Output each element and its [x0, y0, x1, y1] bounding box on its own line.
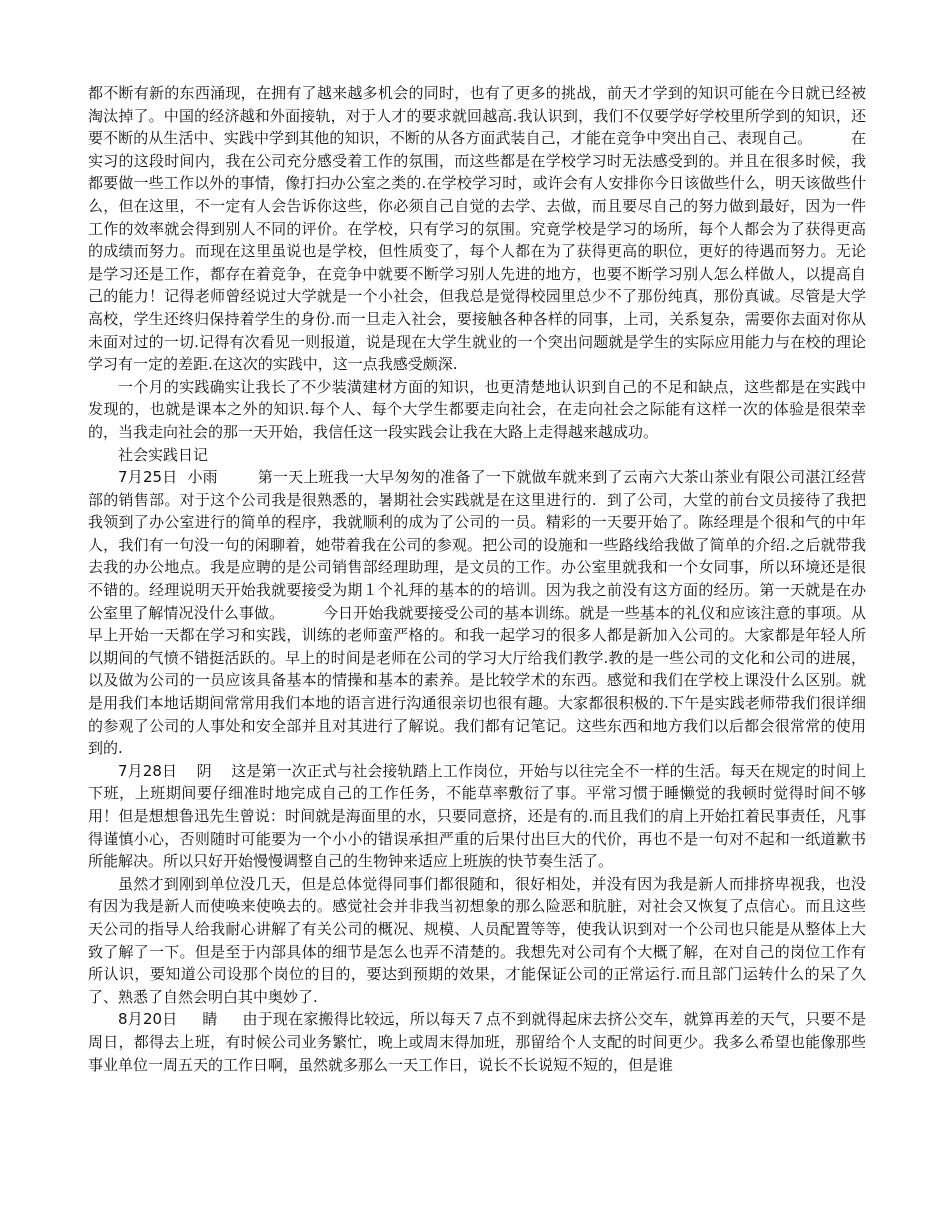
diary-entry-aug20: 8月20日 睛 由于现在家搬得比较远，所以每天７点不到就得起床去挤公交车，就算再差的天气，只要不是周日，都得去上班，有时候公司业务繁忙，晚上或周末得加班，那留给个人支配的时间更少。我多么希望也能像那些事业单位一周五天的工作日啊，虽然就多那么一天工作日，说长不长说短不短的，但是谁 — [88, 1010, 866, 1074]
body-paragraph-2: 一个月的实践确实让我长了不少装潢建材方面的知识，也更清楚地认识到自己的不足和缺点，这些都是在实践中发现的，也就是课本之外的知识.每个人、每个大学生都要走向社会，在走向社会之际能有这样一次的体验是很荣幸的，当我走向社会的那一天开始，我信任这一段实践会让我在大路上走得越来越成功。 — [88, 377, 866, 441]
diary-entry-jul25: 7月25日 小雨 第一天上班我一大早匆匆的准备了一下就做车就来到了云南六大茶山茶业有限公司湛江经营部的销售部。对于这个公司我是很熟悉的，暑期社会实践就是在这里进行的. 到了公司，大堂的前台文员接待了我把我领到了办公室进行的简单的程序，我就顺利的成为了公司的一员。精彩的一天要开始了。陈经理是个很和气的中年人，我们有一句没一句的闲聊着，她带着我在公司的参观。把公司的设施和一些路线给我做了简单的介绍.之后就带我去我的办公地点。我是应聘的是公司销售部经理助理，是文员的工作。办公室里就我和一个女同事，所以环境还是很不错的。经理说明天开始我就要接受为期１个礼拜的基本的的培训。因为我之前没有这方面的经历。第一天就是在办公室里了解情况没什么事做。 今日开始我就要接受公司的基本训练。就是一些基本的礼仪和应该注意的事项。从早上开始一天都在学习和实践，训练的老师蛮严格的。和我一起学习的很多人都是新加入公司的。大家都是年轻人所以期间的气愤不错挺活跃的。早上的时间是老师在公司的学习大厅给我们教学.教的是一些公司的文化和公司的进展，以及做为公司的一员应该具备基本的情操和基本的素养。是比较学术的东西。感觉和我们在学校上课没什么区别。就是用我们本地话期间常常用我们本地的语言进行沟通很亲切也很有趣。大家都很积极的.下午是实践老师带我们很详细的参观了公司的人事处和安全部并且对其进行了解说。我们都有记笔记。这些东西和地方我们以后都会很常常的使用到的. — [88, 468, 866, 758]
section-heading-diary: 社会实践日记 — [118, 445, 209, 464]
diary-entry-jul28: 7月28日 阴 这是第一次正式与社会接轨踏上工作岗位，开始与以往完全不一样的生活。每天在规定的时间上下班，上班期间要仔细准时地完成自己的工作任务，不能草率敷衍了事。平常习惯于睡懒觉的我顿时觉得时间不够用！但是想想鲁迅先生曾说：时间就是海面里的水，只要同意挤，还是有的.而且我们的肩上开始扛着民事责任，凡事得谨慎小心，否则随时可能要为一个小小的错误承担严重的后果付出巨大的代价，再也不是一句对不起和一纸道歉书所能解决。所以只好开始慢慢调整自己的生物钟来适应上班族的快节奏生活了。 — [88, 761, 866, 871]
diary-entry-jul28-continued: 虽然才到刚到单位没几天，但是总体觉得同事们都很随和，很好相处，并没有因为我是新人而排挤卑视我，也没有因为我是新人而使唤来使唤去的。感觉社会并非我当初想象的那么险恶和肮脏，对社会又恢复了点信心。而且这些天公司的指导人给我耐心讲解了有关公司的概况、规模、人员配置等等，使我认识到对一个公司也只能是从整体上大致了解了一下。但是至于内部具体的细节是怎么也弄不清楚的。我想先对公司有个大概了解，在对自己的岗位工作有所认识，要知道公司设那个岗位的目的，要达到预期的效果，才能保证公司的正常运行.而且部门运转什么的呆了久了、熟悉了自然会明白其中奥妙了. — [88, 874, 866, 1006]
body-paragraph-1: 都不断有新的东西涌现，在拥有了越来越多机会的同时，也有了更多的挑战，前天才学到的知识可能在今日就已经被淘汰掉了。中国的经济越和外面接轨，对于人才的要求就回越高.我认识到，我们不仅要学好学校里所学到的知识，还要不断的从生活中、实践中学到其他的知识，不断的从各方面武装自己，才能在竞争中突出自己、表现自己。 在实习的这段时间内，我在公司充分感受着工作的氛围，而这些都是在学校学习时无法感受到的。并且在很多时候，我都要做一些工作以外的事情，像打扫办公室之类的.在学校学习时，或许会有人安排你今日该做些什么，明天该做些什么，但在这里，不一定有人会告诉你这些，你必须自己自觉的去学、去做，而且要尽自己的努力做到最好，因为一件工作的效率就会得到别人不同的评价。在学校，只有学习的氛围。究竟学校是学习的场所，每个人都会为了获得更高的成绩而努力。而现在这里虽说也是学校，但性质变了，每个人都在为了获得更高的职位，更好的待遇而努力。无论是学习还是工作，都存在着竞争，在竞争中就要不断学习别人先进的地方，也要不断学习别人怎么样做人，以提高自己的能力！记得老师曾经说过大学就是一个小社会，但我总是觉得校园里总少不了那份纯真，那份真诚。尽管是大学高校，学生还终归保持着学生的身份.而一旦走入社会，要接触各种各样的同事，上司，关系复杂，需要你去面对你从未面对过的一切.记得有次看见一则报道，说是现在大学生就业的一个突出问题就是学生的实际应用能力与在校的理论学习有一定的差距.在这次的实践中，这一点我感受颇深. — [88, 84, 866, 374]
document-page — [88, 82, 866, 1076]
